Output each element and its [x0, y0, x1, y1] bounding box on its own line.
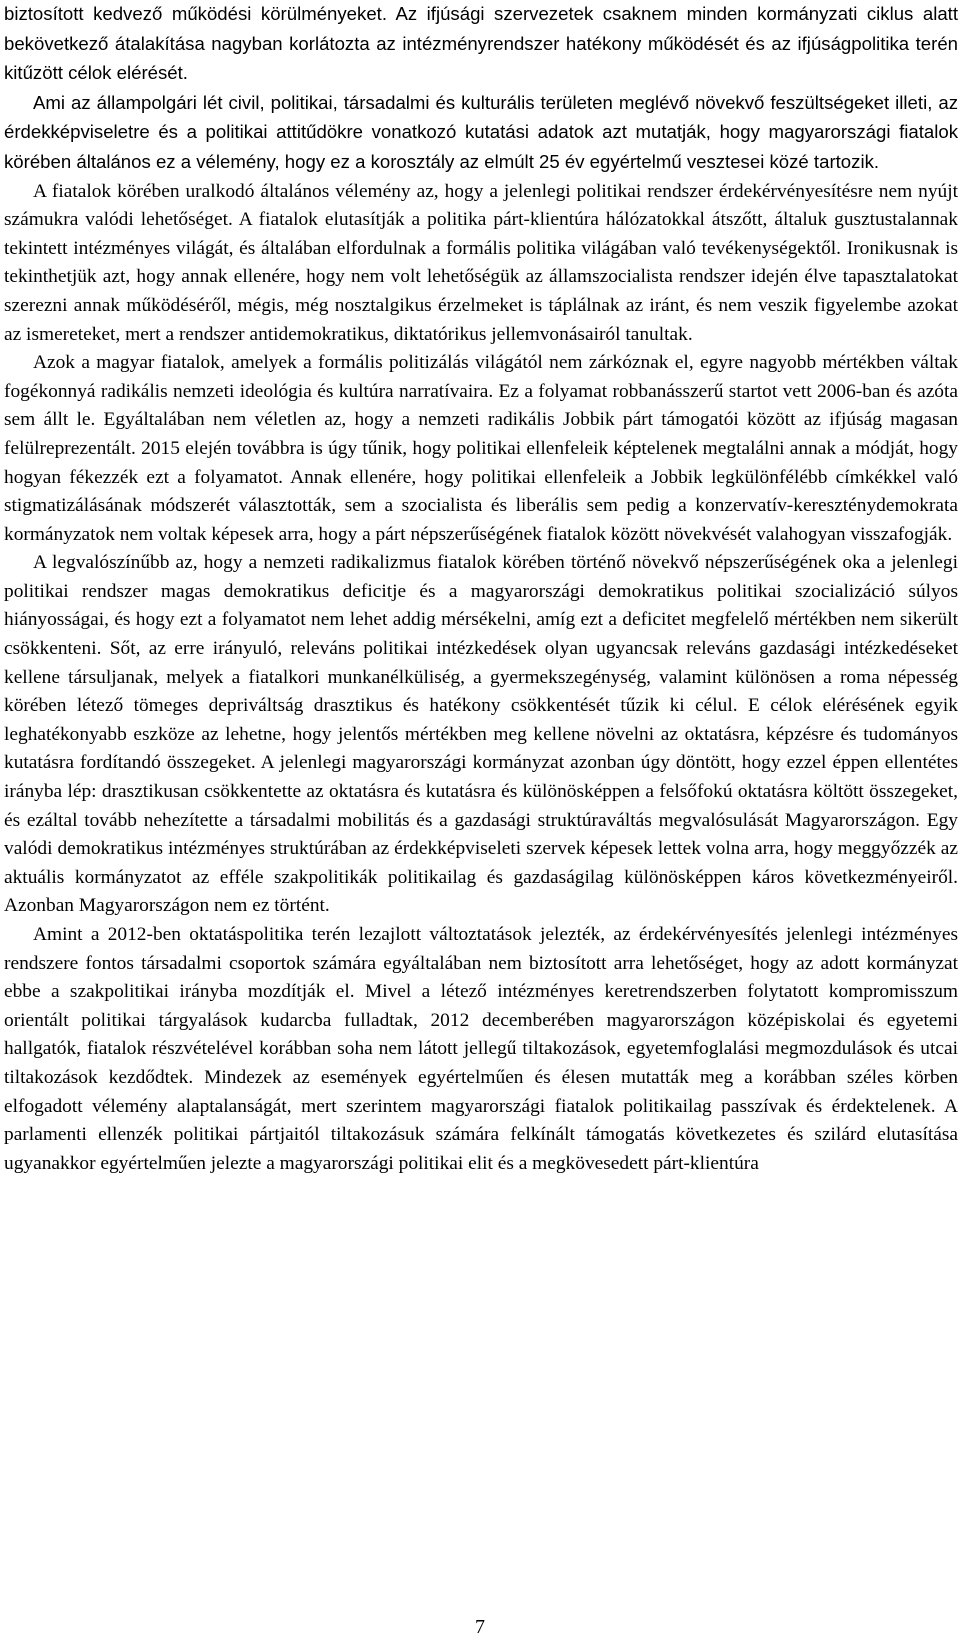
paragraph-6	[4, 921, 958, 1178]
paragraph-1-text: biztosított kedvező működési körülményeket. Az ifjúsági szervezetek csaknem minden kormányzati ciklus alatt bekövetkező átalakítása nagyban korlátozta az intézményrendszer hatékony működését és az ifjúságpolitika terén kitűzött célok elérését.	[4, 3, 958, 84]
paragraph-4-text: Azok a magyar fiatalok, amelyek a formális politizálás világától nem zárkóznak el, egyre nagyobb mértékben váltak fogékonnyá radikális nemzeti ideológia és kultúra narratívaira. Ez a folyamat robbanásszerű startot vett 2006-ban és azóta sem állt le. Egyáltalában nem véletlen az, hogy a nemzeti radikális Jobbik párt támogatói között az ifjúság magasan felülreprezentált. 2015 elején továbbra is úgy tűnik, hogy politikai ellenfeleik képtelenek megtalálni annak a módját, hogy hogyan fékezzék ezt a folyamatot. Annak ellenére, hogy politikai ellenfeleik a Jobbik legkülönfélébb címkékkel való stigmatizálásának módszerét választották, sem a szocialista és liberális sem pedig a konzervatív-kereszténydemokrata kormányzatok nem voltak képesek arra, hogy a párt népszerűségének fiatalok között növekvését valahogyan visszafogják.	[4, 352, 958, 545]
paragraph-2-text: Ami az állampolgári lét civil, politikai, társadalmi és kulturális területen meglévő növekvő feszültségeket illeti, az érdekképviseletre és a politikai attitűdökre vonatkozó kutatási adatok azt mutatják, hogy magyarországi fiatalok körében általános ez a vélemény, hogy ez a korosztály az elmúlt 25 év egyértelmű vesztesei közé tartozik.	[4, 91, 958, 172]
paragraph-5	[4, 549, 958, 921]
document-page	[4, 0, 958, 1178]
paragraph-3	[4, 178, 958, 350]
paragraph-3-text: A fiatalok körében uralkodó általános vélemény az, hogy a jelenlegi politikai rendszer érdekérvényesítésre nem nyújt számukra valódi lehetőséget. A fiatalok elutasítják a politika párt-klientúra hálózatokkal átszőtt, általuk gusztustalannak tekintett intézményes világát, és általában elfordulnak a formális politika világában való tevékenységektől. Ironikusnak is tekinthetjük azt, hogy annak ellenére, hogy nem volt lehetőségük az államszocialista rendszer idején élve tapasztalatokat szerezni annak működéséről, mégis, még nosztalgikus érzelmeket is táplálnak az iránt, és nem veszik figyelembe azokat az ismereteket, mert a rendszer antidemokratikus, diktatórikus jellemvonásairól tanultak.	[4, 180, 958, 345]
paragraph-5-text: A legvalószínűbb az, hogy a nemzeti radikalizmus fiatalok körében történő növekvő népszerűségének oka a jelenlegi politikai rendszer magas demokratikus deficitje és a magyarországi demokratikus politikai szocializáció súlyos hiányosságai, és hogy ezt a folyamatot nem lehet addig mérsékelni, amíg ezt a deficitet megfelelő mértékben nem sikerült csökkenteni. Sőt, az erre irányuló, releváns politikai intézkedések olyan ugyancsak releváns gazdasági intézkedéseket kellene társuljanak, melyek a fiatalkori munkanélküliség, a gyermekszegénység, valamint különösen a roma népesség körében létező tömeges depriváltság drasztikus és hatékony csökkentését tűzik ki célul. E célok elérésének egyik leghatékonyabb eszköze az lehetne, hogy jelentős mértékben meg kellene növelni az oktatásra, képzésre és tudományos kutatásra fordítandó összegeket. A jelenlegi magyarországi kormányzat azonban úgy döntött, hogy ezzel éppen ellentétes irányba lép: drasztikusan csökkentette az oktatásra és kutatásra és különösképpen a felsőfokú oktatásra költött összegeket, és ezáltal tovább nehezítette a társadalmi mobilitás és a gazdasági struktúraváltás megvalósulását Magyarországon. Egy valódi demokratikus intézményes struktúrában az érdekképviseleti szervek képesek lettek volna arra, hogy meggyőzzék az aktuális kormányzatot az efféle szakpolitikák politikailag és gazdaságilag különösképpen káros következményeiről. Azonban Magyarországon nem ez történt.	[4, 552, 958, 917]
page-number: 7	[475, 1616, 485, 1638]
paragraph-2	[4, 89, 958, 178]
paragraph-1	[4, 0, 958, 89]
paragraph-6-text: Amint a 2012-ben oktatáspolitika terén lezajlott változtatások jelezték, az érdekérvényesítés jelenlegi intézményes rendszere fontos társadalmi csoportok számára egyáltalában nem biztosított arra lehetőséget, hogy az adott kormányzat ebbe a szakpolitikai irányba mozdítják el. Mivel a létező intézményes keretrendszerben folytatott kompromisszum orientált politikai tárgyalások kudarcba fulladtak, 2012 decemberében magyarországon középiskolai és egyetemi hallgatók, fiatalok részvételével korábban soha nem látott jellegű tiltakozások, egyetemfoglalási megmozdulások és utcai tiltakozások kezdődtek. Mindezek az események egyértelműen és élesen mutatták meg a korábban széles körben elfogadott vélemény alaptalanságát, mert szerintem magyarországi fiatalok politikailag passzívak és érdektelenek. A parlamenti ellenzék politikai pártjaitól tiltakozásuk számára felkínált támogatás következetes és szilárd elutasítása ugyanakkor egyértelműen jelezte a magyarországi politikai elit és a megkövesedett párt-klientúra	[4, 924, 958, 1174]
paragraph-4	[4, 349, 958, 549]
